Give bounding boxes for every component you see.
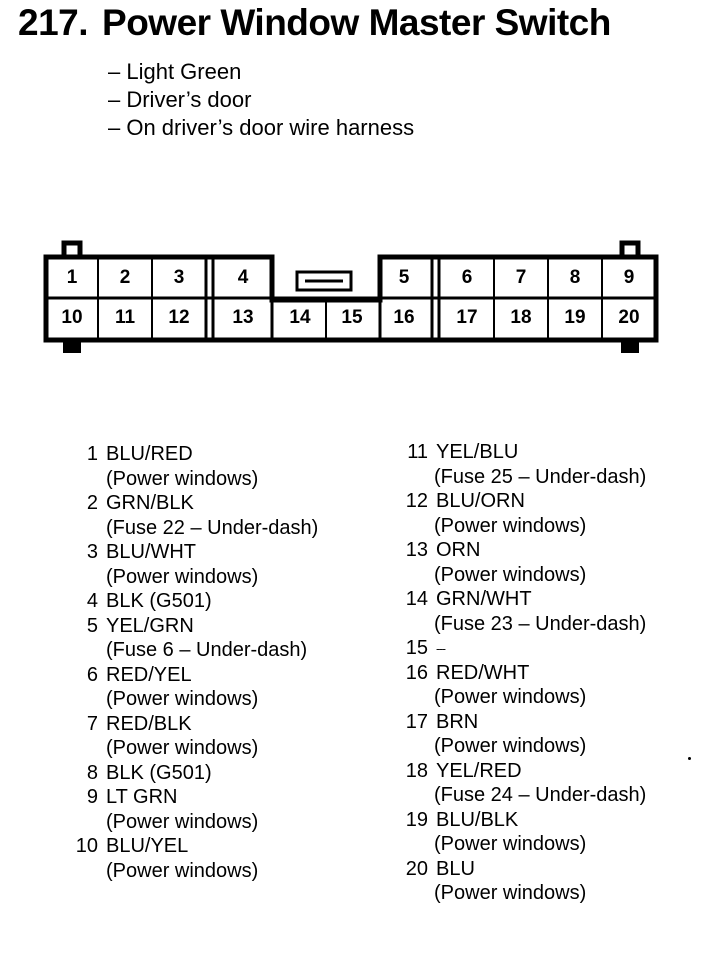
pin-entry — [398, 808, 646, 857]
pin-number: 11 — [407, 441, 428, 463]
pin-list-left — [70, 442, 318, 883]
pin-number: 9 — [86, 786, 98, 808]
wire-color: YEL/RED — [436, 759, 522, 782]
wire-color: LT GRN — [106, 786, 178, 808]
pin-entry — [70, 761, 318, 786]
pin-number: 1 — [86, 443, 98, 465]
pin-description: (Fuse 22 – Under-dash) — [106, 516, 319, 539]
pin-number: 5 — [86, 614, 98, 637]
pin-label-3: 3 — [173, 267, 185, 288]
wire-color: GRN/BLK — [106, 492, 194, 514]
pin-number: 17 — [405, 710, 428, 733]
pin-label-6: 6 — [461, 267, 473, 288]
title-text: Power Window Master Switch — [102, 2, 611, 43]
pin-number: 10 — [75, 835, 98, 857]
pin-description: (Power windows) — [106, 565, 259, 588]
pin-description: (Power windows) — [434, 686, 587, 709]
pin-label-16: 16 — [393, 307, 415, 328]
pin-description: (Power windows) — [106, 688, 259, 710]
pin-number: 12 — [405, 490, 428, 512]
pin-entry — [398, 710, 646, 759]
pin-label-1: 1 — [66, 267, 78, 288]
pin-label-8: 8 — [569, 267, 581, 288]
pin-label-10: 10 — [61, 307, 83, 328]
pin-description: (Fuse 6 – Under-dash) — [106, 639, 308, 661]
pin-label-18: 18 — [510, 307, 532, 328]
pin-number: 16 — [405, 661, 428, 684]
pin-entry — [398, 857, 646, 906]
pin-description: (Fuse 23 – Under-dash) — [434, 612, 647, 635]
wire-color: RED/WHT — [436, 661, 530, 684]
wire-color: BLU/ORN — [436, 490, 525, 512]
stray-mark — [688, 757, 691, 760]
wire-color: RED/BLK — [106, 712, 192, 735]
pin-label-15: 15 — [341, 307, 363, 328]
pin-label-7: 7 — [515, 267, 527, 288]
wire-color: RED/YEL — [106, 663, 192, 686]
pin-number: 14 — [405, 588, 428, 610]
note-color: – Light Green — [108, 59, 242, 84]
pin-entry — [398, 661, 646, 710]
pin-entry — [398, 587, 646, 636]
pin-label-9: 9 — [623, 267, 635, 288]
pin-number: 8 — [86, 761, 98, 784]
pin-number: 3 — [86, 541, 98, 563]
pin-entry — [70, 663, 318, 712]
pin-description: (Fuse 25 – Under-dash) — [434, 465, 647, 488]
pin-description: (Power windows) — [106, 810, 259, 833]
pin-label-17: 17 — [456, 307, 478, 328]
pin-description: (Power windows) — [434, 882, 587, 905]
pin-entry — [398, 489, 646, 538]
note-harness: – On driver’s door wire harness — [108, 115, 415, 140]
pin-list-right — [398, 440, 646, 906]
pin-entry — [70, 712, 318, 761]
pin-number: 18 — [405, 759, 428, 782]
pin-entry — [70, 491, 318, 540]
wire-color: BLU/BLK — [436, 808, 519, 831]
pin-entry — [70, 589, 318, 614]
pin-entry — [70, 614, 318, 663]
pin-description: (Power windows) — [106, 859, 259, 882]
pin-description: (Power windows) — [434, 563, 587, 586]
wire-color: GRN/WHT — [436, 588, 532, 610]
pin-label-5: 5 — [398, 267, 410, 288]
wire-color: YEL/GRN — [106, 614, 194, 637]
wire-color: YEL/BLU — [436, 441, 519, 463]
pin-label-11: 11 — [114, 307, 136, 328]
pin-entry — [398, 538, 646, 587]
pin-number: 2 — [86, 492, 98, 514]
pin-entry — [398, 440, 646, 489]
pin-number: 15 — [405, 637, 428, 659]
wire-color: --- — [436, 641, 445, 656]
wire-color: BLK (G501) — [106, 761, 212, 784]
pin-entry — [398, 636, 646, 661]
pin-number: 7 — [86, 712, 98, 735]
pin-description: (Power windows) — [434, 735, 587, 758]
section-number: 217. — [18, 2, 89, 43]
pin-label-4: 4 — [237, 267, 249, 288]
pin-entry — [398, 759, 646, 808]
pin-entry — [70, 834, 318, 883]
pin-number: 19 — [405, 808, 428, 831]
pin-entry — [70, 540, 318, 589]
pin-label-12: 12 — [168, 307, 190, 328]
pin-description: (Power windows) — [106, 467, 259, 490]
note-location: – Driver’s door — [108, 87, 252, 112]
pin-description: (Fuse 24 – Under-dash) — [434, 784, 647, 807]
wire-color: BRN — [436, 710, 479, 733]
pin-entry — [70, 442, 318, 491]
pin-description: (Power windows) — [434, 514, 587, 537]
pin-label-20: 20 — [618, 307, 640, 328]
pin-number: 20 — [405, 857, 428, 880]
pin-entry — [70, 785, 318, 834]
wire-color: BLU/YEL — [106, 835, 189, 857]
wire-color: BLK (G501) — [106, 590, 212, 612]
wire-color: BLU/WHT — [106, 541, 196, 563]
wire-color: BLU/RED — [106, 443, 193, 465]
connector-diagram — [0, 0, 704, 380]
pin-description: (Power windows) — [106, 737, 259, 759]
pin-label-14: 14 — [289, 307, 311, 328]
pin-number: 6 — [86, 663, 98, 686]
pin-number: 13 — [405, 539, 428, 561]
pin-description: (Power windows) — [434, 833, 587, 856]
pin-number: 4 — [86, 590, 98, 612]
wire-color: BLU — [436, 857, 475, 880]
pin-label-2: 2 — [119, 267, 131, 288]
wire-color: ORN — [436, 539, 481, 561]
pin-label-19: 19 — [564, 307, 586, 328]
pin-label-13: 13 — [232, 307, 254, 328]
